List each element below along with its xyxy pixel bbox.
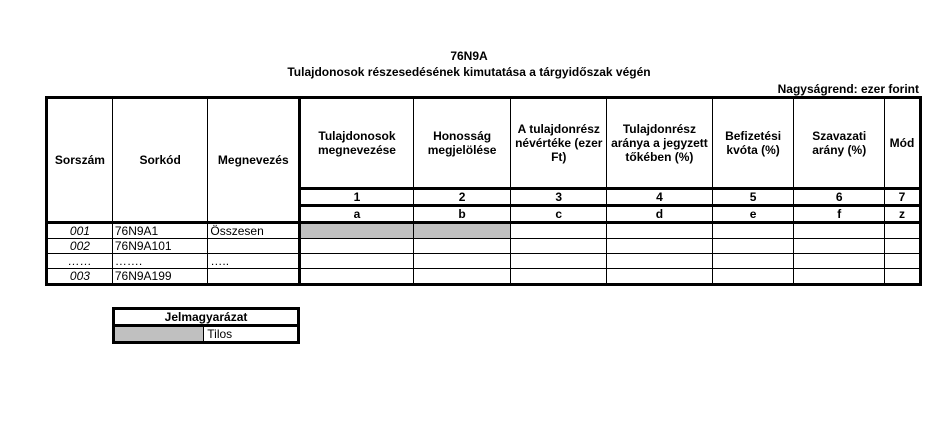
header-col-4: Tulajdonrész aránya a jegyzett tőkében (%) <box>607 98 713 189</box>
header-col-3: A tulajdonrész névértéke (ezer Ft) <box>511 98 607 189</box>
legend-label: Tilos <box>204 326 299 343</box>
cell-input[interactable] <box>794 239 885 254</box>
cell-input[interactable] <box>712 223 794 239</box>
cell-input[interactable] <box>607 239 713 254</box>
col-number-1: 1 <box>300 189 414 206</box>
col-number-7: 7 <box>885 189 921 206</box>
col-number-3: 3 <box>511 189 607 206</box>
cell-input[interactable] <box>511 239 607 254</box>
cell-forbidden <box>300 223 414 239</box>
col-letter-a: a <box>300 206 414 223</box>
data-table <box>45 96 922 286</box>
table-row <box>47 223 921 239</box>
cell-input[interactable] <box>607 269 713 285</box>
row-sorszam: 003 <box>47 269 113 285</box>
row-sorkod: 76N9A101 <box>112 239 208 254</box>
row-sorkod: ……. <box>112 254 208 269</box>
cell-input[interactable] <box>413 254 511 269</box>
cell-input[interactable] <box>712 269 794 285</box>
cell-input[interactable] <box>885 239 921 254</box>
row-megnevezes <box>208 269 300 285</box>
header-megnevezes: Megnevezés <box>208 98 300 223</box>
legend-swatch <box>114 326 204 343</box>
col-number-5: 5 <box>712 189 794 206</box>
row-sorszam: …… <box>47 254 113 269</box>
cell-input[interactable] <box>794 254 885 269</box>
cell-input[interactable] <box>511 223 607 239</box>
row-sorkod: 76N9A1 <box>112 223 208 239</box>
header-col-1: Tulajdonosok megnevezése <box>300 98 414 189</box>
row-megnevezes: ….. <box>208 254 300 269</box>
col-letter-c: c <box>511 206 607 223</box>
cell-input[interactable] <box>300 239 414 254</box>
header-row <box>47 98 921 189</box>
cell-input[interactable] <box>511 269 607 285</box>
cell-input[interactable] <box>607 254 713 269</box>
col-number-2: 2 <box>413 189 511 206</box>
cell-input[interactable] <box>712 239 794 254</box>
cell-forbidden <box>413 223 511 239</box>
col-letter-d: d <box>607 206 713 223</box>
cell-input[interactable] <box>413 239 511 254</box>
table-title: Tulajdonosok részesedésének kimutatása a tárgyidőszak végén <box>287 65 651 79</box>
cell-input[interactable] <box>712 254 794 269</box>
col-letter-f: f <box>794 206 885 223</box>
row-megnevezes <box>208 239 300 254</box>
table-row <box>47 239 921 254</box>
table-row <box>47 269 921 285</box>
row-megnevezes: Összesen <box>208 223 300 239</box>
unit-label: Nagyságrend: ezer forint <box>777 82 919 96</box>
cell-input[interactable] <box>607 223 713 239</box>
col-number-4: 4 <box>607 189 713 206</box>
cell-input[interactable] <box>413 269 511 285</box>
cell-input[interactable] <box>300 269 414 285</box>
table-row <box>47 254 921 269</box>
table-code: 76N9A <box>450 49 488 63</box>
row-sorkod: 76N9A199 <box>112 269 208 285</box>
legend-item <box>114 326 299 343</box>
cell-input[interactable] <box>885 254 921 269</box>
header-col-7: Mód <box>885 98 921 189</box>
legend-title: Jelmagyarázat <box>114 309 299 326</box>
cell-input[interactable] <box>885 269 921 285</box>
cell-input[interactable] <box>885 223 921 239</box>
col-letter-e: e <box>712 206 794 223</box>
cell-input[interactable] <box>794 269 885 285</box>
cell-input[interactable] <box>300 254 414 269</box>
header-col-2: Honosság megjelölése <box>413 98 511 189</box>
header-sorszam: Sorszám <box>47 98 113 223</box>
header-col-6: Szavazati arány (%) <box>794 98 885 189</box>
legend <box>112 307 300 344</box>
header-col-5: Befizetési kvóta (%) <box>712 98 794 189</box>
cell-input[interactable] <box>511 254 607 269</box>
header-sorkod: Sorkód <box>112 98 208 223</box>
row-sorszam: 001 <box>47 223 113 239</box>
cell-input[interactable] <box>794 223 885 239</box>
col-number-6: 6 <box>794 189 885 206</box>
legend-header-row <box>114 309 299 326</box>
col-letter-z: z <box>885 206 921 223</box>
col-letter-b: b <box>413 206 511 223</box>
row-sorszam: 002 <box>47 239 113 254</box>
